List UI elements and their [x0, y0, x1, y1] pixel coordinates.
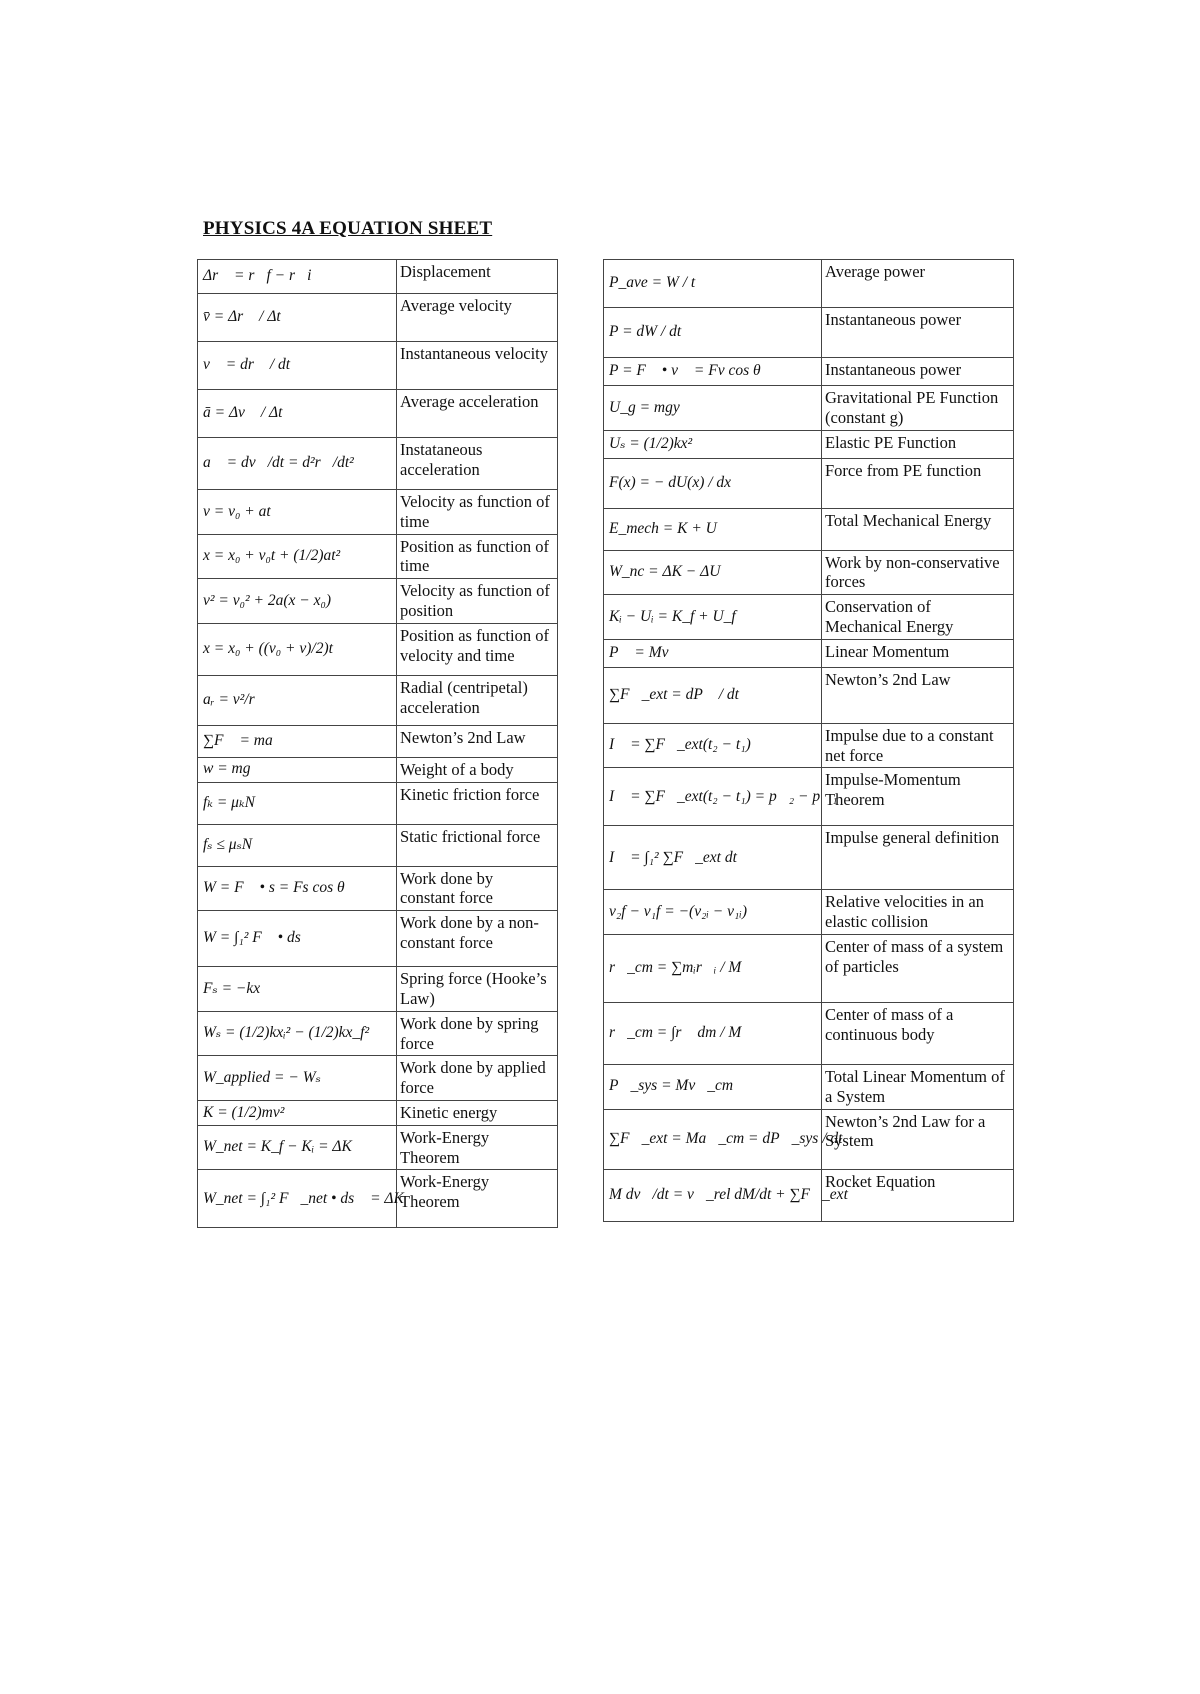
equation-description: Center of mass of a system of particles [822, 934, 1014, 1002]
equation-row [604, 308, 1014, 358]
equation-formula: Δr⃗ = r⃗f − r⃗i [198, 260, 397, 294]
equation-formula: Wₛ = (1/2)kxᵢ² − (1/2)kx_f² [198, 1011, 397, 1056]
equation-description: Total Linear Momentum of a System [822, 1064, 1014, 1109]
equation-description: Work-Energy Theorem [397, 1170, 558, 1228]
equation-description: Instantaneous power [822, 358, 1014, 386]
equation-row [604, 1064, 1014, 1109]
equation-description: Velocity as function of position [397, 579, 558, 624]
equation-row [198, 967, 558, 1012]
equation-description: Spring force (Hooke’s Law) [397, 967, 558, 1012]
equation-row [604, 890, 1014, 935]
equation-row [198, 725, 558, 757]
equation-description: Position as function of velocity and time [397, 623, 558, 675]
equation-formula: W = ∫₁² F⃗ • ds⃗ [198, 911, 397, 967]
equation-formula: x = x₀ + ((v₀ + v)/2)t [198, 623, 397, 675]
equation-description: Work done by a non-constant force [397, 911, 558, 967]
equation-row [198, 1125, 558, 1170]
equation-row [604, 768, 1014, 826]
equation-formula: I⃗ = ∫₁² ∑F⃗_ext dt [604, 826, 822, 890]
equation-formula: I⃗ = ∑F⃗_ext(t₂ − t₁) = p⃗₂ − p⃗₁ [604, 768, 822, 826]
equation-description: Rocket Equation [822, 1169, 1014, 1221]
page-title: PHYSICS 4A EQUATION SHEET [203, 218, 493, 239]
equation-row [198, 675, 558, 725]
equation-formula: P⃗ = Mv⃗ [604, 639, 822, 667]
equation-row [604, 1109, 1014, 1169]
equation-formula: K = (1/2)mv² [198, 1100, 397, 1125]
equation-formula: v⃗ = dr⃗ / dt [198, 342, 397, 390]
equation-description: Newton’s 2nd Law for a System [822, 1109, 1014, 1169]
equation-formula: w = mg [198, 757, 397, 782]
equation-description: Position as function of time [397, 534, 558, 579]
equation-description: Instantaneous power [822, 308, 1014, 358]
equation-formula: fₛ ≤ μₛN [198, 824, 397, 866]
equation-description: Conservation of Mechanical Energy [822, 595, 1014, 640]
equation-formula: W_net = K_f − Kᵢ = ΔK [198, 1125, 397, 1170]
left-equation-table [197, 259, 558, 1228]
equation-formula: W_net = ∫₁² F⃗_net • ds⃗ = ΔK [198, 1170, 397, 1228]
equation-formula: E_mech = K + U [604, 508, 822, 550]
equation-formula: Uₛ = (1/2)kx² [604, 430, 822, 458]
equation-description: Work done by applied force [397, 1056, 558, 1101]
equation-row [604, 386, 1014, 431]
equation-description: Weight of a body [397, 757, 558, 782]
equation-formula: F(x) = − dU(x) / dx [604, 458, 822, 508]
equation-formula: W_applied = − Wₛ [198, 1056, 397, 1101]
equation-formula: P = F⃗ • v⃗ = Fv cos θ [604, 358, 822, 386]
equation-formula: a⃗ = dv⃗/dt = d²r⃗/dt² [198, 438, 397, 490]
equation-description: Linear Momentum [822, 639, 1014, 667]
equation-row [198, 534, 558, 579]
equation-row [604, 1002, 1014, 1064]
equation-description: Newton’s 2nd Law [822, 667, 1014, 723]
equation-formula: fₖ = μₖN [198, 782, 397, 824]
equation-row [198, 866, 558, 911]
equation-description: Work done by constant force [397, 866, 558, 911]
equation-description: Work-Energy Theorem [397, 1125, 558, 1170]
equation-row [604, 358, 1014, 386]
equation-row [604, 667, 1014, 723]
equation-description: Center of mass of a continuous body [822, 1002, 1014, 1064]
equation-row [604, 550, 1014, 595]
equation-description: Relative velocities in an elastic collision [822, 890, 1014, 935]
equation-formula: W = F⃗ • s = Fs cos θ [198, 866, 397, 911]
equation-description: Kinetic energy [397, 1100, 558, 1125]
equation-row [604, 723, 1014, 768]
equation-formula: v² = v₀² + 2a(x − x₀) [198, 579, 397, 624]
equation-row [604, 1169, 1014, 1221]
equation-formula: ∑F⃗_ext = dP⃗ / dt [604, 667, 822, 723]
equation-formula: P = dW / dt [604, 308, 822, 358]
equation-formula: M dv⃗/dt = v⃗_rel dM/dt + ∑F⃗_ext [604, 1169, 822, 1221]
equation-description: Total Mechanical Energy [822, 508, 1014, 550]
equation-description: Kinetic friction force [397, 782, 558, 824]
equation-description: Radial (centripetal) acceleration [397, 675, 558, 725]
equation-row [198, 390, 558, 438]
equation-row [604, 934, 1014, 1002]
equation-formula: v₂f − v₁f = −(v₂ᵢ − v₁ᵢ) [604, 890, 822, 935]
equation-description: Displacement [397, 260, 558, 294]
equation-description: Elastic PE Function [822, 430, 1014, 458]
equation-description: Work done by spring force [397, 1011, 558, 1056]
equation-formula: v = v₀ + at [198, 490, 397, 535]
equation-row [198, 824, 558, 866]
equation-formula: P⃗_sys = Mv⃗_cm [604, 1064, 822, 1109]
equation-row [198, 782, 558, 824]
equation-row [198, 1100, 558, 1125]
equation-description: Newton’s 2nd Law [397, 725, 558, 757]
equation-description: Average velocity [397, 294, 558, 342]
equation-row [604, 508, 1014, 550]
equation-row [198, 342, 558, 390]
equation-description: Impulse due to a constant net force [822, 723, 1014, 768]
equation-description: Impulse general definition [822, 826, 1014, 890]
equation-description: Instataneous acceleration [397, 438, 558, 490]
equation-formula: Kᵢ − Uᵢ = K_f + U_f [604, 595, 822, 640]
equation-formula: ā = Δv⃗ / Δt [198, 390, 397, 438]
equation-formula: P_ave = W / t [604, 260, 822, 308]
equation-formula: aᵣ = v²/r [198, 675, 397, 725]
equation-description: Static frictional force [397, 824, 558, 866]
equation-row [604, 458, 1014, 508]
equation-row [198, 490, 558, 535]
equation-formula: Fₛ = −kx [198, 967, 397, 1012]
equation-row [604, 430, 1014, 458]
equation-row [198, 1056, 558, 1101]
equation-description: Average acceleration [397, 390, 558, 438]
equation-row [198, 911, 558, 967]
equation-row [198, 294, 558, 342]
equation-row [198, 1170, 558, 1228]
equation-description: Impulse-Momentum Theorem [822, 768, 1014, 826]
equation-row [198, 757, 558, 782]
equation-row [198, 438, 558, 490]
equation-formula: ∑F⃗ = ma⃗ [198, 725, 397, 757]
equation-row [604, 595, 1014, 640]
equation-formula: r⃗_cm = ∫r⃗ dm / M [604, 1002, 822, 1064]
equation-formula: v̄ = Δr⃗ / Δt [198, 294, 397, 342]
equation-formula: r⃗_cm = ∑mᵢr⃗ᵢ / M [604, 934, 822, 1002]
equation-row [604, 260, 1014, 308]
equation-description: Force from PE function [822, 458, 1014, 508]
equation-formula: I⃗ = ∑F⃗_ext(t₂ − t₁) [604, 723, 822, 768]
equation-row [198, 623, 558, 675]
equation-row [604, 826, 1014, 890]
equation-description: Average power [822, 260, 1014, 308]
right-equation-table [603, 259, 1014, 1222]
equation-formula: x = x₀ + v₀t + (1/2)at² [198, 534, 397, 579]
equation-description: Velocity as function of time [397, 490, 558, 535]
equation-formula: W_nc = ΔK − ΔU [604, 550, 822, 595]
equation-formula: U_g = mgy [604, 386, 822, 431]
equation-description: Work by non-conservative forces [822, 550, 1014, 595]
equation-formula: ∑F⃗_ext = Ma⃗_cm = dP⃗_sys / dt [604, 1109, 822, 1169]
equation-row [604, 639, 1014, 667]
equation-description: Gravitational PE Function (constant g) [822, 386, 1014, 431]
equation-row [198, 260, 558, 294]
equation-row [198, 1011, 558, 1056]
equation-row [198, 579, 558, 624]
equation-description: Instantaneous velocity [397, 342, 558, 390]
